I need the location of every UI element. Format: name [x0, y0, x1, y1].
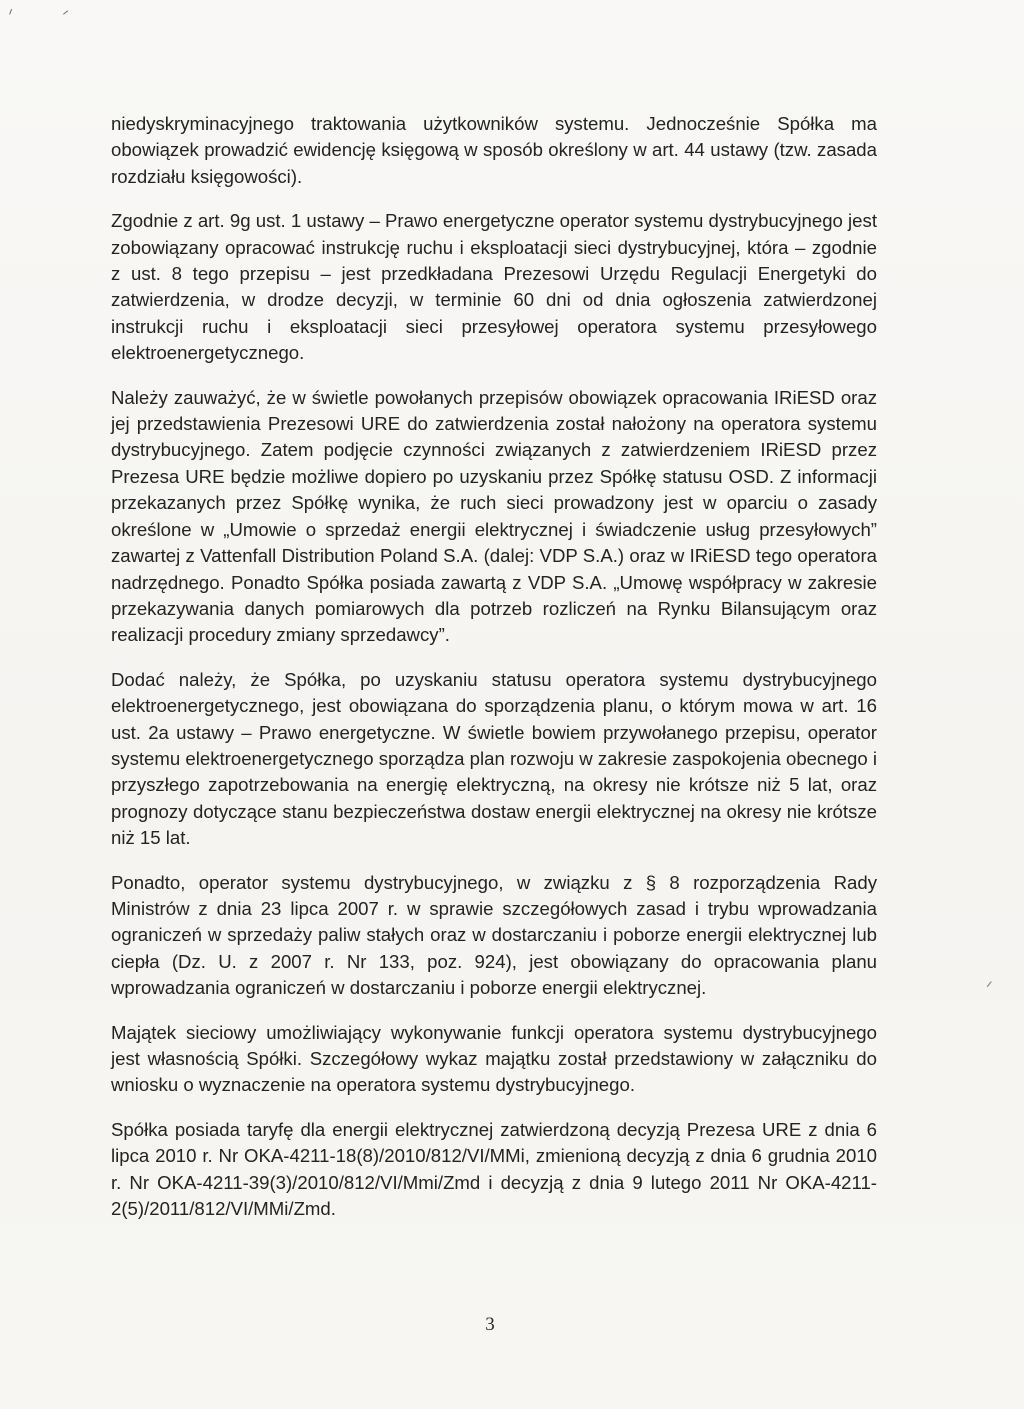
page-number: 3	[485, 1314, 495, 1335]
scan-artifact-mark: ᐟ	[986, 978, 993, 997]
paragraph-3: Należy zauważyć, że w świetle powołanych przepisów obowiązek opracowania IRiESD oraz jej przedstawienia Prezesowi URE do zatwierdzenia został nałożony na operatora systemu dystrybucyjnego. Zatem podjęcie czynności związanych z zatwierdzeniem IRiESD przez Prezesa URE będzie możliwe dopiero po uzyskaniu przez Spółkę statusu OSD. Z informacji przekazanych przez Spółkę wynika, że ruch sieci prowadzony jest w oparciu o zasady określone w „Umowie o sprzedaż energii elektrycznej i świadczenie usług przesyłowych” zawartej z Vattenfall Distribution Poland S.A. (dalej: VDP S.A.) oraz w IRiESD tego operatora nadrzędnego. Ponadto Spółka posiada zawartą z VDP S.A. „Umowę współpracy w zakresie przekazywania danych pomiarowych dla potrzeb rozliczeń na Rynku Bilansującym oraz realizacji procedury zmiany sprzedawcy”.	[111, 386, 877, 646]
scan-artifact-mark: ᐟ	[60, 7, 70, 25]
paragraph-2: Zgodnie z art. 9g ust. 1 ustawy – Prawo energetyczne operator systemu dystrybucyjnego jest zobowiązany opracować instrukcję ruchu i eksploatacji sieci dystrybucyjnej, która – zgodnie z ust. 8 tego przepisu – jest przedkładana Prezesowi Urzędu Regulacji Energetyki do zatwierdzenia, w drodze decyzji, w terminie 60 dni od dnia ogłoszenia zatwierdzonej instrukcji ruchu i eksploatacji sieci przesyłowej operatora systemu przesyłowego elektroenergetycznego.	[111, 210, 877, 364]
paragraph-5: Ponadto, operator systemu dystrybucyjnego, w związku z § 8 rozporządzenia Rady Ministrów z dnia 23 lipca 2007 r. w sprawie szczegółowych zasad i trybu wprowadzania ograniczeń w sprzedaży paliw stałych oraz w dostarczaniu i poborze energii elektrycznej lub ciepła (Dz. U. z 2007 r. Nr 133, poz. 924), jest obowiązany do opracowania planu wprowadzania ograniczeń w dostarczaniu i poborze energii elektrycznej.	[111, 871, 877, 999]
paragraph-6: Majątek sieciowy umożliwiający wykonywanie funkcji operatora systemu dystrybucyjnego jest własnością Spółki. Szczegółowy wykaz majątku został przedstawiony w załączniku do wniosku o wyznaczenie na operatora systemu dystrybucyjnego.	[111, 1021, 877, 1096]
paragraph-1: niedyskryminacyjnego traktowania użytkowników systemu. Jednocześnie Spółka ma obowiązek prowadzić ewidencję księgową w sposób określony w art. 44 ustawy (tzw. zasada rozdziału księgowości).	[111, 113, 877, 187]
paragraph-7: Spółka posiada taryfę dla energii elektrycznej zatwierdzoną decyzją Prezesa URE z dnia 6 lipca 2010 r. Nr OKA-4211-18(8)/2010/812/VI/MMi, zmienioną decyzją z dnia 6 grudnia 2010 r. Nr OKA-4211-39(3)/2010/812/VI/Mmi/Zmd i decyzją z dnia 9 lutego 2011 Nr OKA-4211-2(5)/2011/812/VI/MMi/Zmd.	[111, 1118, 877, 1220]
document-body	[111, 111, 877, 1240]
scan-artifact-mark: ᐟ	[6, 6, 18, 24]
paragraph-4: Dodać należy, że Spółka, po uzyskaniu statusu operatora systemu dystrybucyjnego elektroenergetycznego, jest obowiązana do sporządzenia planu, o którym mowa w art. 16 ust. 2a ustawy – Prawo energetyczne. W świetle bowiem przywołanego przepisu, operator systemu elektroenergetycznego sporządza plan rozwoju w zakresie zaspokojenia obecnego i przyszłego zapotrzebowania na energię elektryczną, na okresy nie krótsze niż 5 lat, oraz prognozy dotyczące stanu bezpieczeństwa dostaw energii elektrycznej na okresy nie krótsze niż 15 lat.	[111, 668, 877, 849]
